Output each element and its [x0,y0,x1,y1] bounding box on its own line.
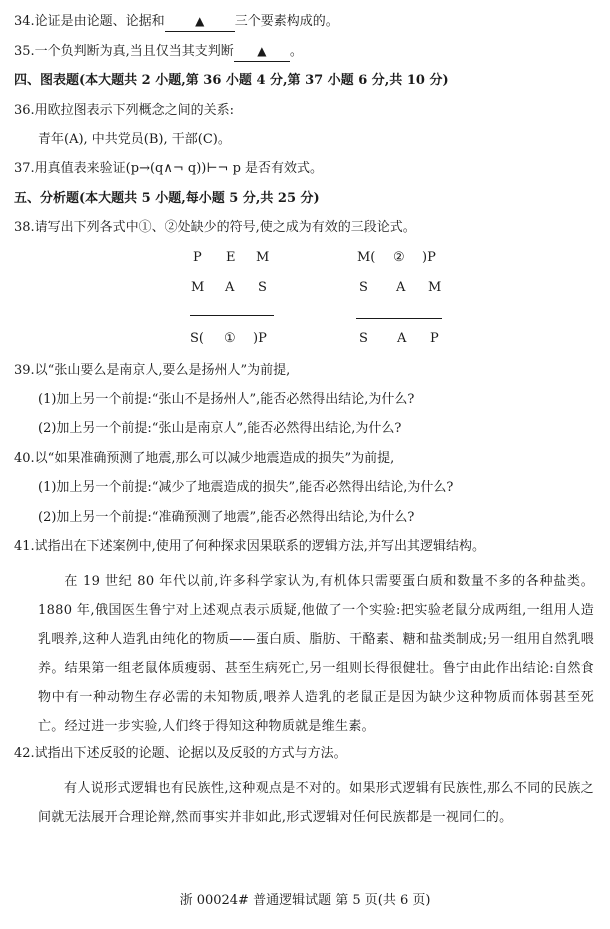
question-41: 41.试指出在下述案例中,使用了何种探求因果联系的逻辑方法,并写出其逻辑结构。 [14,539,485,554]
term: A [396,280,406,295]
answer-blank-35 [234,43,290,62]
page-footer: 浙 00024# 普通逻辑试题 第 5 页(共 6 页) [179,893,431,908]
question-38: 38.请写出下列各式中①、②处缺少的符号,使之成为有效的三段论式。 [14,220,416,235]
question-40-part-2: (2)加上另一个前提:“准确预测了地震”,能否必然得出结论,为什么? [38,510,415,525]
question-42: 42.试指出下述反驳的论题、论据以及反驳的方式与方法。 [14,746,347,761]
term: P [193,250,202,265]
question-36: 36.用欧拉图表示下列概念之间的关系: [14,103,235,118]
question-35-tail: 。 [289,44,303,59]
term: )P [422,250,436,265]
term: P [430,331,439,346]
term: M( [357,250,376,265]
question-40: 40.以“如果准确预测了地震,那么可以减少地震造成的损失”为前提, [14,451,395,466]
blank-1: ① [224,331,236,346]
blank-2: ② [393,250,405,265]
term: M [428,280,442,295]
term: S [359,280,368,295]
term: )P [253,331,267,346]
question-41-case-paragraph: 在 19 世纪 80 年代以前,许多科学家认为,有机体只需要蛋白质和数量不多的各种盐类。1880 年,俄国医生鲁宁对上述观点表示质疑,他做了一个实验:把实验老鼠分成两组,一组用人造乳喂养,这种人造乳由纯化的物质——蛋白质、脂肪、干酪素、糖和盐类制成;另一组用自然乳喂养。结果第一组老鼠体质瘦弱、甚至生病死亡,另一组则长得很健壮。鲁宁由此作出结论:自然食物中有一种动物生存必需的未知物质,喂养人造乳的老鼠正是因为缺少这种物质而体弱甚至死亡。经过进一步实验,人们终于得知这种物质就是维生素。 [38,574,594,734]
question-35 [14,43,303,62]
term: M [191,280,205,295]
question-40-part-1: (1)加上另一个前提:“减少了地震造成的损失”,能否必然得出结论,为什么? [38,480,454,495]
term: S( [190,331,204,346]
question-39-part-2: (2)加上另一个前提:“张山是南京人”,能否必然得出结论,为什么? [38,421,402,436]
answer-blank-34 [165,13,235,32]
question-34 [14,13,339,32]
question-39: 39.以“张山要么是南京人,要么是扬州人”为前提, [14,363,291,378]
term: A [225,280,235,295]
term: A [397,331,407,346]
question-34-tail: 三个要素构成的。 [234,14,339,29]
term: E [226,250,236,265]
triangle-marker: ▲ [257,44,267,58]
term: M [256,250,270,265]
question-34-text: 34.论证是由论题、论据和 [14,14,165,29]
term: S [258,280,267,295]
term: S [359,331,368,346]
syllogism-1-divider [190,315,274,316]
question-36-concepts: 青年(A), 中共党员(B), 干部(C)。 [38,132,231,147]
question-35-text: 35.一个负判断为真,当且仅当其支判断 [14,44,234,59]
question-37: 37.用真值表来验证(p→(q∧¬ q))⊢¬ p 是否有效式。 [14,161,324,176]
triangle-marker: ▲ [195,14,205,28]
syllogism-2-divider [356,318,442,319]
question-39-part-1: (1)加上另一个前提:“张山不是扬州人”,能否必然得出结论,为什么? [38,392,415,407]
section-4-heading: 四、图表题(本大题共 2 小题,第 36 小题 4 分,第 37 小题 6 分,共 10 分) [14,73,449,88]
question-42-paragraph: 有人说形式逻辑也有民族性,这种观点是不对的。如果形式逻辑有民族性,那么不同的民族之间就无法展开合理论辩,然而事实并非如此,形式逻辑对任何民族都是一视同仁的。 [38,781,594,825]
section-5-heading: 五、分析题(本大题共 5 小题,每小题 5 分,共 25 分) [14,191,320,206]
